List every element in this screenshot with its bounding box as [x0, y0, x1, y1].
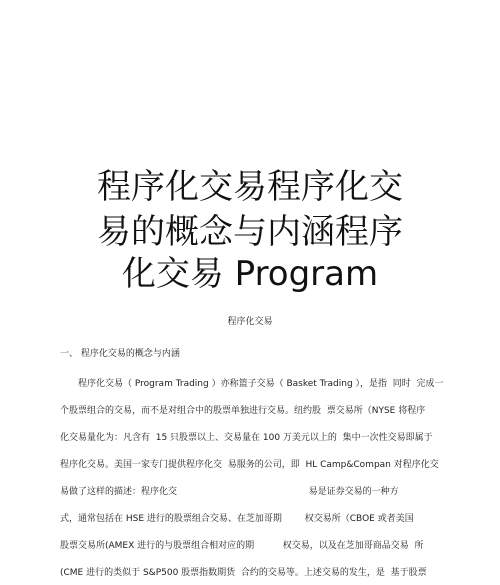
section-heading: 一、 程序化交易的概念与内涵	[60, 349, 180, 359]
body-paragraph-line-4: 程序化交易。美国一家专门提供程序化交 易服务的公司，即 HL Camp&Compan 对程序化交	[60, 460, 439, 470]
document-title-line-1: 程序化交易程序化交	[97, 167, 403, 207]
body-paragraph-line-3: 化交易量化为：凡含有 15 只股票以上、交易量在 100 万美元以上的 集中一次性交易即属于	[60, 433, 433, 443]
document-subtitle: 程序化交易	[227, 317, 273, 327]
body-paragraph-line-7: 股票交易所(AMEX 进行的与股票组合相对应的期 权交易，以及在芝加哥商品交易 所	[60, 541, 424, 551]
body-paragraph-line-8: (CME 进行的类似于 S&P500 股票指数期货 合约的交易等。上述交易的发生，是 基于股票	[60, 568, 427, 578]
document-title-line-3: 化交易 Program	[121, 254, 379, 294]
body-paragraph-line-2: 个股票组合的交易，而不是对组合中的股票单独进行交易。纽约股 票交易所（NYSE 将程序	[60, 406, 426, 416]
body-paragraph-line-5: 易做了这样的描述：程序化交 易是证券交易的一种方	[60, 487, 399, 497]
document-title-line-2: 易的概念与内涵程序	[97, 212, 403, 252]
body-paragraph-line-6: 式，通常包括在 HSE 进行的股票组合交易、在芝加哥期 权交易所（CBOE 或者美国	[60, 514, 414, 524]
body-paragraph-line-1: 程序化交易（ Program Trading ）亦称篮子交易（ Basket Trading ），是指 同时 完成一	[78, 379, 444, 389]
